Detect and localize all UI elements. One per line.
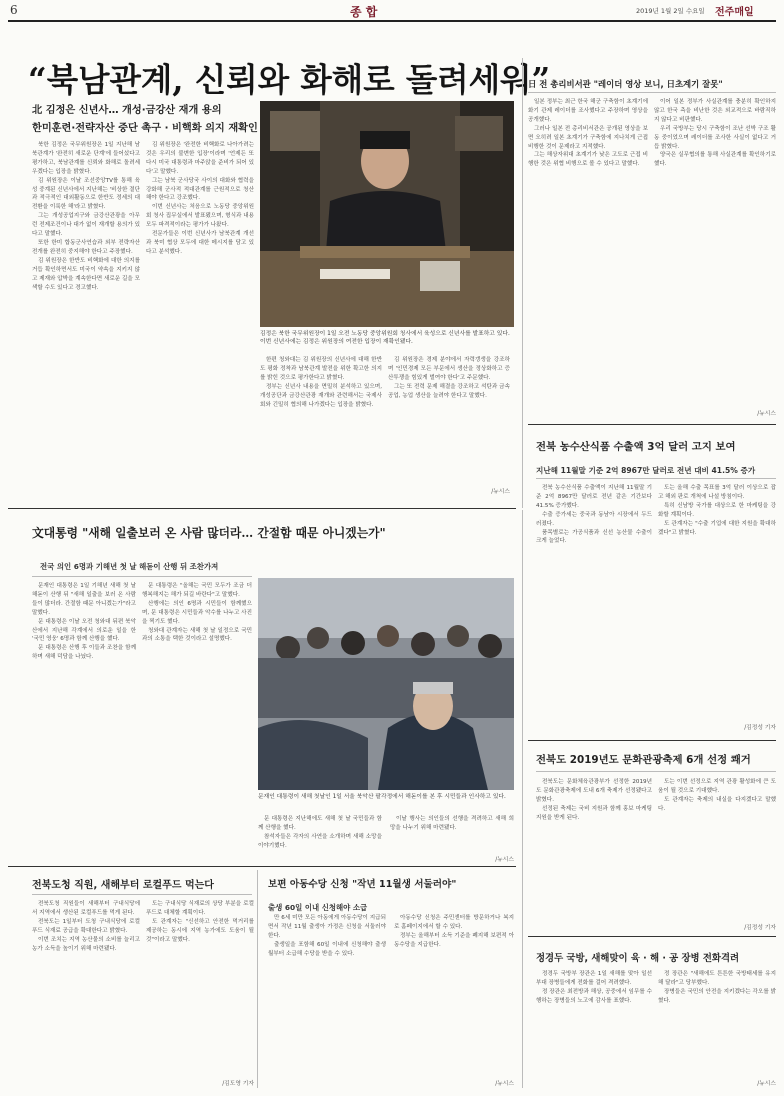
childcare-body-col1: 만 6세 미만 모든 아동에게 아동수당이 지급되면서 작년 11월 출생아 가정은 신청을 서둘러야 한다. 출생일을 포함해 60일 이내에 신청해야 출생월부터 소급해 수당을 받을 수 있다. [268,915,386,957]
defense-body-col1: 정경두 국방부 장관은 1일 새해를 맞아 일선 부대 장병들에게 전화를 걸어 격려했다. 정 장관은 최전방과 해상, 공중에서 임무를 수행하는 장병들의 노고에 감사를 표했다. [536,971,652,1004]
section-label: 종 합 [350,5,378,19]
page-number: 6 [10,3,18,17]
farm-export-headline: 전북 농수산식품 수출액 3억 달러 고지 보여 [536,441,736,453]
moon-crowd-illustration [258,578,514,790]
lead-subheadline-2: 한미훈련·전략자산 중단 촉구 · 비핵화 의지 재확인 [32,123,258,134]
culture-body-col2: 도는 이번 선정으로 지역 관광 활성화에 큰 도움이 될 것으로 기대했다. 도 관계자는 축제의 내실을 다지겠다고 말했다. [658,779,776,812]
lead-byline: /뉴시스 [491,489,510,495]
jeonbuk-food-body-col1: 전북도청 직원들이 새해부터 구내식당에서 지역에서 생산된 로컬푸드를 먹게 된다. 전북도는 1일부터 도청 구내식당에 로컬푸드 식재료 공급을 확대한다고 밝혔다. 이번 조치는 지역 농산물의 소비를 늘리고 농가 소득을 높이기 위해 마련됐다. [32,901,140,952]
abe-body-col1: 일본 정부는 최근 한국 해군 구축함이 초계기에 화기 관제 레이더를 조사했다고 주장하며 영상을 공개했다. 그러나 일본 전 총리비서관은 공개된 영상을 보면 오히려 일본 초계기가 구축함에 지나치게 근접 비행한 것이 문제라고 지적했다. 그는 해상자위대 초계기가 낮은 고도로 근접 비행한 것은 위협 비행으로 볼 수 있다고 말했다. [528,99,648,168]
issue-date: 2019년 1월 2일 수요일 [636,7,705,15]
abe-headline: 日 전 총리비서관 "레이더 영상 보니, 日초계기 잘못" [528,79,723,89]
defense-body-col2: 정 장관은 "새해에도 튼튼한 국방태세를 유지해 달라"고 당부했다. 장병들은 국민의 안전을 지키겠다는 각오를 밝혔다. [658,971,776,1004]
kim-speech-illustration [260,101,514,327]
childcare-headline: 보편 아동수당 신청 "작년 11월생 서둘러야" [268,879,457,890]
farm-export-subheadline: 지난해 11월말 기준 2억 8967만 달러로 전년 대비 41.5% 증가 [536,466,756,475]
moon-photo-caption: 문재인 대통령이 새해 첫날인 1일 서울 북악산 팔각정에서 해돋이를 본 후 시민들과 인사하고 있다. [258,794,506,800]
childcare-byline: /뉴시스 [495,1081,514,1087]
moon-subheadline: 전국 의인 6명과 기해년 첫 날 해돋이 산행 뒤 조찬가져 [40,562,219,571]
moon-body-col2: 문 대통령은 "올해는 국민 모두가 조금 더 행복해지는 해가 되길 바란다"고 말했다. 산행에는 의인 6명과 시민들이 함께했으며, 문 대통령은 시민들과 악수를 나누고 사진을 찍기도 했다. 청와대 관계자는 새해 첫 날 일정으로 국민과의 소통을 택한 것이라고 설명했다. [142,583,252,643]
jeonbuk-food-body-col2: 도는 구내식당 식재료의 상당 부분을 로컬푸드로 대체할 계획이다. 도 관계자는 "신선하고 안전한 먹거리를 제공하는 동시에 지역 농가에도 도움이 될 것"이라고 말했다. [146,901,254,943]
lead-body-col2: 김 위원장은 '완전한 비핵화로 나아가려는 것은 우리의 불변한 입장'이라며 '언제든 또다시 미국 대통령과 마주앉을 준비가 되어 있다'고 말했다. 그는 남북 군사당국 사이의 대화와 협력을 강화해 군사적 적대관계를 근원적으로 청산해야 한다고 강조했다. 이번 신년사는 처음으로 노동당 중앙위원회 청사 집무실에서 발표됐으며, 형식과 내용 모두 파격적이라는 평가가 나왔다. 전문가들은 이번 신년사가 남북관계 개선과 북미 협상 모두에 대한 메시지를 담고 있다고 분석했다. [146,142,254,255]
kim-speech-photo [260,101,514,327]
culture-headline: 전북도 2019년도 문화관광축제 6개 선정 쾌거 [536,754,751,766]
lead-subheadline-1: 北 김정은 신년사… 개성·금강산 재개 용의 [32,105,222,116]
childcare-body-col2: 아동수당 신청은 주민센터를 방문하거나 복지로 홈페이지에서 할 수 있다. 정부는 올해부터 소득 기준을 폐지해 보편적 아동수당을 지급한다. [394,915,514,948]
moon-body-col1: 문재인 대통령은 1일 기해년 새해 첫 날 해돋이 산행 뒤 "새해 일출을 보러 온 사람들이 많더라. 간절함 때문 아니겠는가"라고 말했다. 문 대통령은 이날 오전 청와대 뒤편 북악산에서 지난해 각계에서 의로운 일을 한 '국민 영웅' 6명과 함께 산행을 했다. 문 대통령은 산행 후 이들과 조찬을 함께하며 새해 덕담을 나눴다. [32,583,136,661]
moon-byline: /뉴시스 [495,857,514,863]
defense-byline: /뉴시스 [757,1081,776,1087]
jeonbuk-food-byline: /김도영 기자 [222,1081,254,1087]
farm-export-byline: /김정성 기자 [744,725,776,731]
lead-headline: “북남관계, 신뢰와 화해로 돌려세워” [28,60,551,99]
page-header [0,0,784,22]
lead-body-col1: 북한 김정은 국무위원장은 1일 지난해 남북관계가 '완전히 새로운 단계'에 들어섰다고 평가하고, 북남관계를 신뢰와 화해로 돌려세우겠다는 입장을 밝혔다. 김 위원장은 이날 조선중앙TV를 통해 육성 중계된 신년사에서 지난해는 '비상한 결단과 적극적인 대외활동으로 한반도 정세의 대전환을 이룩한 해'라고 밝혔다. 그는 개성공업지구와 금강산관광을 아무런 전제조건이나 대가 없이 재개할 용의가 있다고 말했다. 또한 한미 합동군사연습과 외부 전략자산 전개를 완전히 중지해야 한다고 주장했다. 김 위원장은 한반도 비핵화에 대한 의지를 거듭 확인하면서도 미국이 약속을 지키지 않고 제재와 압박을 계속한다면 새로운 길을 모색할 수도 있다고 경고했다. [32,142,140,291]
moon-body-col4: 이날 행사는 의인들의 선행을 격려하고 새해 희망을 나누기 위해 마련됐다. [390,816,514,831]
culture-body-col1: 전북도는 문화체육관광부가 선정한 2019년도 문화관광축제에 도내 6개 축제가 선정됐다고 밝혔다. 선정된 축제는 국비 지원과 함께 홍보 마케팅 지원을 받게 된다. [536,779,652,821]
abe-body-col2: 이어 일본 정부가 사실관계를 충분히 확인하지 않고 한국 측을 비난한 것은 외교적으로 바람직하지 않다고 비판했다. 우리 국방부는 당시 구축함이 조난 선박 구조 활동 중이었으며 레이더를 조사한 사실이 없다고 거듭 밝혔다. 양국은 실무협의를 통해 사실관계를 확인하기로 했다. [654,99,776,168]
childcare-subheadline: 출생 60일 이내 신청해야 소급 [268,903,368,912]
lead-body-col3: 한편 청와대는 김 위원장의 신년사에 대해 한반도 평화 정착과 남북관계 발전을 위한 확고한 의지를 밝힌 것으로 평가한다고 밝혔다. 정부는 신년사 내용을 면밀히 분석하고 있으며, 개성공단과 금강산관광 재개와 관련해서는 국제사회와 긴밀히 협의해 나가겠다는 입장을 밝혔다. [260,357,382,408]
kim-photo-caption: 김정은 북한 국무위원장이 1일 오전 노동당 중앙위원회 청사에서 육성으로 신년사를 발표하고 있다. 이번 신년사에는 김정은 위원장의 여전한 입장이 재확인됐다. [260,331,510,346]
defense-headline: 정경두 국방, 새해맞이 육 · 해 · 공 장병 전화격려 [536,953,740,964]
farm-export-body-col1: 전북 농수산식품 수출액이 지난해 11월말 기준 2억 8967만 달러로 전년 같은 기간보다 41.5% 증가했다. 수출 증가세는 중국과 동남아 시장에서 두드러졌다. 품목별로는 가공식품과 신선 농산물 수출이 크게 늘었다. [536,485,652,545]
jeonbuk-food-headline: 전북도청 직원, 새해부터 로컬푸드 먹는다 [32,880,214,891]
lead-body-col4: 김 위원장은 경제 분야에서 자력갱생을 강조하며 '인민경제 모든 부문에서 생산을 정상화하고 증산투쟁을 힘있게 벌여야 한다'고 주문했다. 그는 또 전력 문제 해결을 강조하고 석탄과 금속공업, 농업 생산을 늘려야 한다고 말했다. [388,357,510,399]
moon-body-col3: 문 대통령은 지난해에도 새해 첫 날 국민들과 함께 산행을 했다. 참석자들은 각자의 사연을 소개하며 새해 소망을 이야기했다. [258,816,382,849]
farm-export-body-col2: 도는 올해 수출 목표를 3억 달러 이상으로 잡고 해외 판로 개척에 나설 방침이다. 특히 신남방 국가를 대상으로 한 마케팅을 강화할 계획이다. 도 관계자는 "수출 기업에 대한 지원을 확대하겠다"고 밝혔다. [658,485,776,536]
paper-name: 전주매일 [715,7,754,18]
moon-headline: 文대통령 "새해 일출보러 온 사람 많더라… 간절함 때문 아니겠는가" [32,526,386,540]
moon-crowd-photo [258,578,514,790]
abe-byline: /뉴시스 [757,411,776,417]
culture-byline: /김정성 기자 [744,925,776,931]
